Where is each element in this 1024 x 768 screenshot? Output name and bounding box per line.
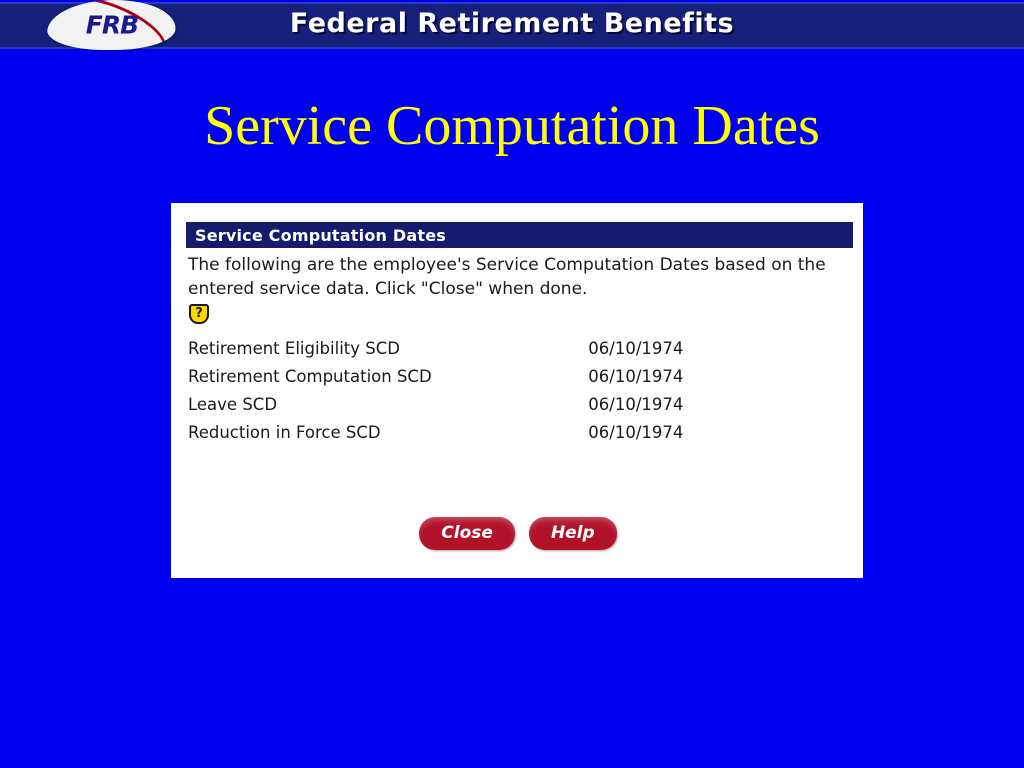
- help-button[interactable]: Help: [529, 517, 617, 550]
- dialog-instructions: The following are the employee's Service Computation Dates based on the entered service data. Click "Close" when done.: [188, 255, 826, 300]
- close-button[interactable]: Close: [419, 517, 515, 550]
- table-row: [188, 419, 828, 447]
- scd-label: Leave SCD: [188, 395, 278, 414]
- scd-label: Retirement Computation SCD: [188, 367, 432, 386]
- table-row: [188, 335, 828, 363]
- header-banner: [0, 0, 1024, 55]
- scd-value: 06/10/1974: [588, 339, 684, 358]
- scd-value: 06/10/1974: [588, 395, 684, 414]
- frb-logo-text: FRB: [85, 10, 139, 40]
- scd-label: Retirement Eligibility SCD: [188, 339, 400, 358]
- frb-logo: [45, 0, 179, 50]
- scd-value: 06/10/1974: [588, 367, 684, 386]
- table-row: [188, 363, 828, 391]
- table-row: [188, 391, 828, 419]
- dialog-title: Service Computation Dates: [195, 225, 446, 245]
- scd-value: 06/10/1974: [588, 423, 684, 442]
- frb-logo-inner: [48, 0, 176, 50]
- dialog-button-row: [172, 517, 864, 550]
- help-question-icon[interactable]: ?: [189, 304, 209, 324]
- banner-title: Federal Retirement Benefits: [289, 8, 735, 39]
- scd-table: [188, 335, 828, 447]
- page-title: Service Computation Dates: [204, 95, 820, 157]
- screenshot-dialog: [171, 203, 863, 578]
- scd-label: Reduction in Force SCD: [188, 423, 381, 442]
- dialog-titlebar: [186, 222, 853, 248]
